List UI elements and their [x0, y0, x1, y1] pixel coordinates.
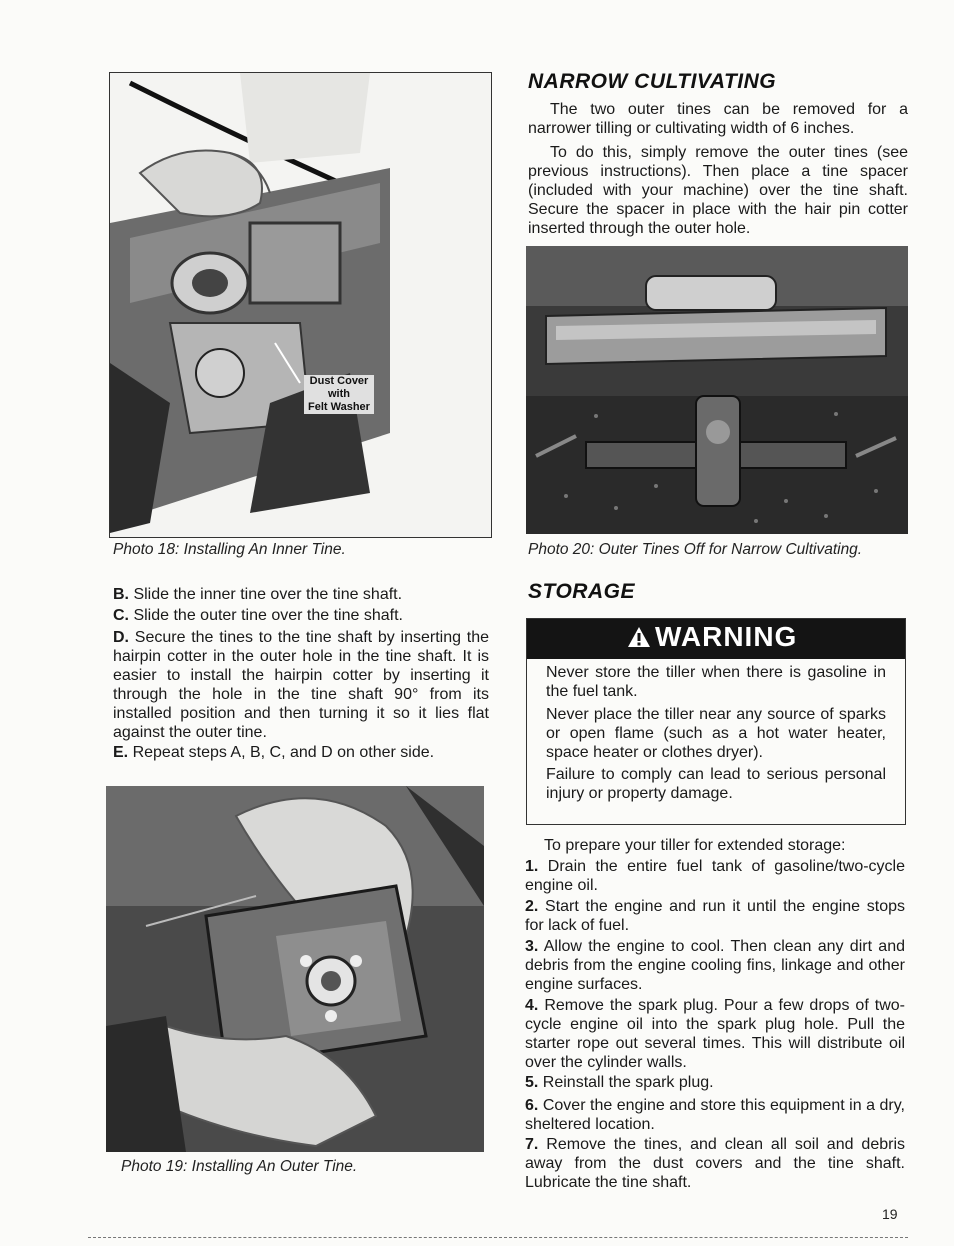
step-b [113, 585, 489, 604]
photo-18-image [110, 73, 491, 537]
photo-20-narrow-cultivating [526, 246, 908, 534]
storage-step-3-text: Allow the engine to cool. Then clean any dirt and debris from the engine cooling fins, linkage and other engine surfaces. [525, 938, 905, 993]
callout-line-1: Dust Cover [309, 375, 369, 387]
storage-step-6-num: 6. [525, 1097, 539, 1114]
storage-step-2-num: 2. [525, 898, 539, 915]
step-b-letter: B. [113, 586, 129, 603]
narrow-cultivating-p2: To do this, simply remove the outer tines (see previous instructions). Then place a tine spacer (included with your machine) over the tine shaft. Secure the spacer in place with the hair pin cotter inserted through the outer hole. [528, 144, 908, 237]
step-e-letter: E. [113, 744, 129, 761]
storage-step-3 [525, 937, 905, 994]
warning-title: WARNING [655, 621, 798, 652]
photo-18-inner-tine [109, 72, 492, 538]
photo-19-caption: Photo 19: Installing An Outer Tine. [121, 1158, 358, 1175]
storage-step-2 [525, 897, 905, 935]
warning-triangle-icon [627, 626, 651, 648]
narrow-cultivating-p1: The two outer tines can be removed for a narrower tilling or cultivating width of 6 inches. [528, 101, 908, 137]
photo-20-caption: Photo 20: Outer Tines Off for Narrow Cultivating. [528, 541, 863, 558]
narrow-cultivating-heading: NARROW CULTIVATING [528, 70, 777, 93]
storage-step-2-text: Start the engine and run it until the engine stops for lack of fuel. [525, 898, 905, 934]
storage-step-1-text: Drain the entire fuel tank of gasoline/two-cycle engine oil. [525, 858, 905, 894]
step-e [113, 743, 489, 762]
callout-line-3: Felt Washer [308, 401, 370, 413]
storage-step-6 [525, 1096, 905, 1134]
photo-19-outer-tine [106, 786, 484, 1152]
storage-step-4-num: 4. [525, 997, 539, 1014]
storage-step-7-text: Remove the tines, and clean all soil and debris away from the dust covers and the tine shaft. Lubricate the tine shaft. [525, 1136, 906, 1191]
storage-step-7-num: 7. [525, 1136, 539, 1153]
callout-line-2: with [328, 388, 350, 400]
warning-p3: Failure to comply can lead to serious personal injury or property damage. [546, 766, 886, 802]
step-e-text: Repeat steps A, B, C, and D on other side. [132, 744, 435, 761]
storage-intro: To prepare your tiller for extended storage: [544, 837, 846, 854]
warning-box [526, 618, 906, 825]
photo-19-image [106, 786, 484, 1152]
warning-header [527, 619, 905, 659]
step-b-text: Slide the inner tine over the tine shaft. [133, 586, 403, 603]
storage-step-7 [525, 1135, 905, 1192]
footer-rule [88, 1237, 908, 1238]
storage-heading: STORAGE [528, 580, 635, 603]
storage-step-1 [525, 857, 905, 895]
step-d-letter: D. [113, 629, 129, 646]
warning-p2: Never place the tiller near any source of sparks or open flame (such as a hot water heater, space heater or clothes dryer). [546, 706, 886, 761]
warning-p1: Never store the tiller when there is gasoline in the fuel tank. [546, 664, 886, 700]
storage-step-4-text: Remove the spark plug. Pour a few drops of two-cycle engine oil into the spark plug hole. Pull the starter rope out several times. This will distribute oil over the cylinder walls. [525, 997, 905, 1071]
photo-18-callout [304, 375, 374, 414]
storage-step-5-num: 5. [525, 1074, 539, 1091]
storage-step-5-text: Reinstall the spark plug. [542, 1074, 714, 1091]
storage-step-6-text: Cover the engine and store this equipment in a dry, sheltered location. [525, 1097, 905, 1133]
step-d-text: Secure the tines to the tine shaft by inserting the hairpin cotter in the outer hole in the tine shaft. It is easier to install the hairpin cotter by inserting it through the hole in the tine shaft 90° from its installed position and then turning it so it lies flat against the outer tine. [113, 629, 489, 741]
step-d [113, 628, 489, 742]
storage-step-1-num: 1. [525, 858, 539, 875]
step-c-text: Slide the outer tine over the tine shaft. [133, 607, 403, 624]
photo-20-image [526, 246, 908, 534]
step-c-letter: C. [113, 607, 129, 624]
storage-step-3-num: 3. [525, 938, 539, 955]
storage-step-5 [525, 1073, 905, 1092]
storage-step-4 [525, 996, 905, 1072]
photo-18-caption: Photo 18: Installing An Inner Tine. [113, 541, 346, 558]
page-number: 19 [882, 1206, 898, 1222]
step-c [113, 606, 489, 625]
